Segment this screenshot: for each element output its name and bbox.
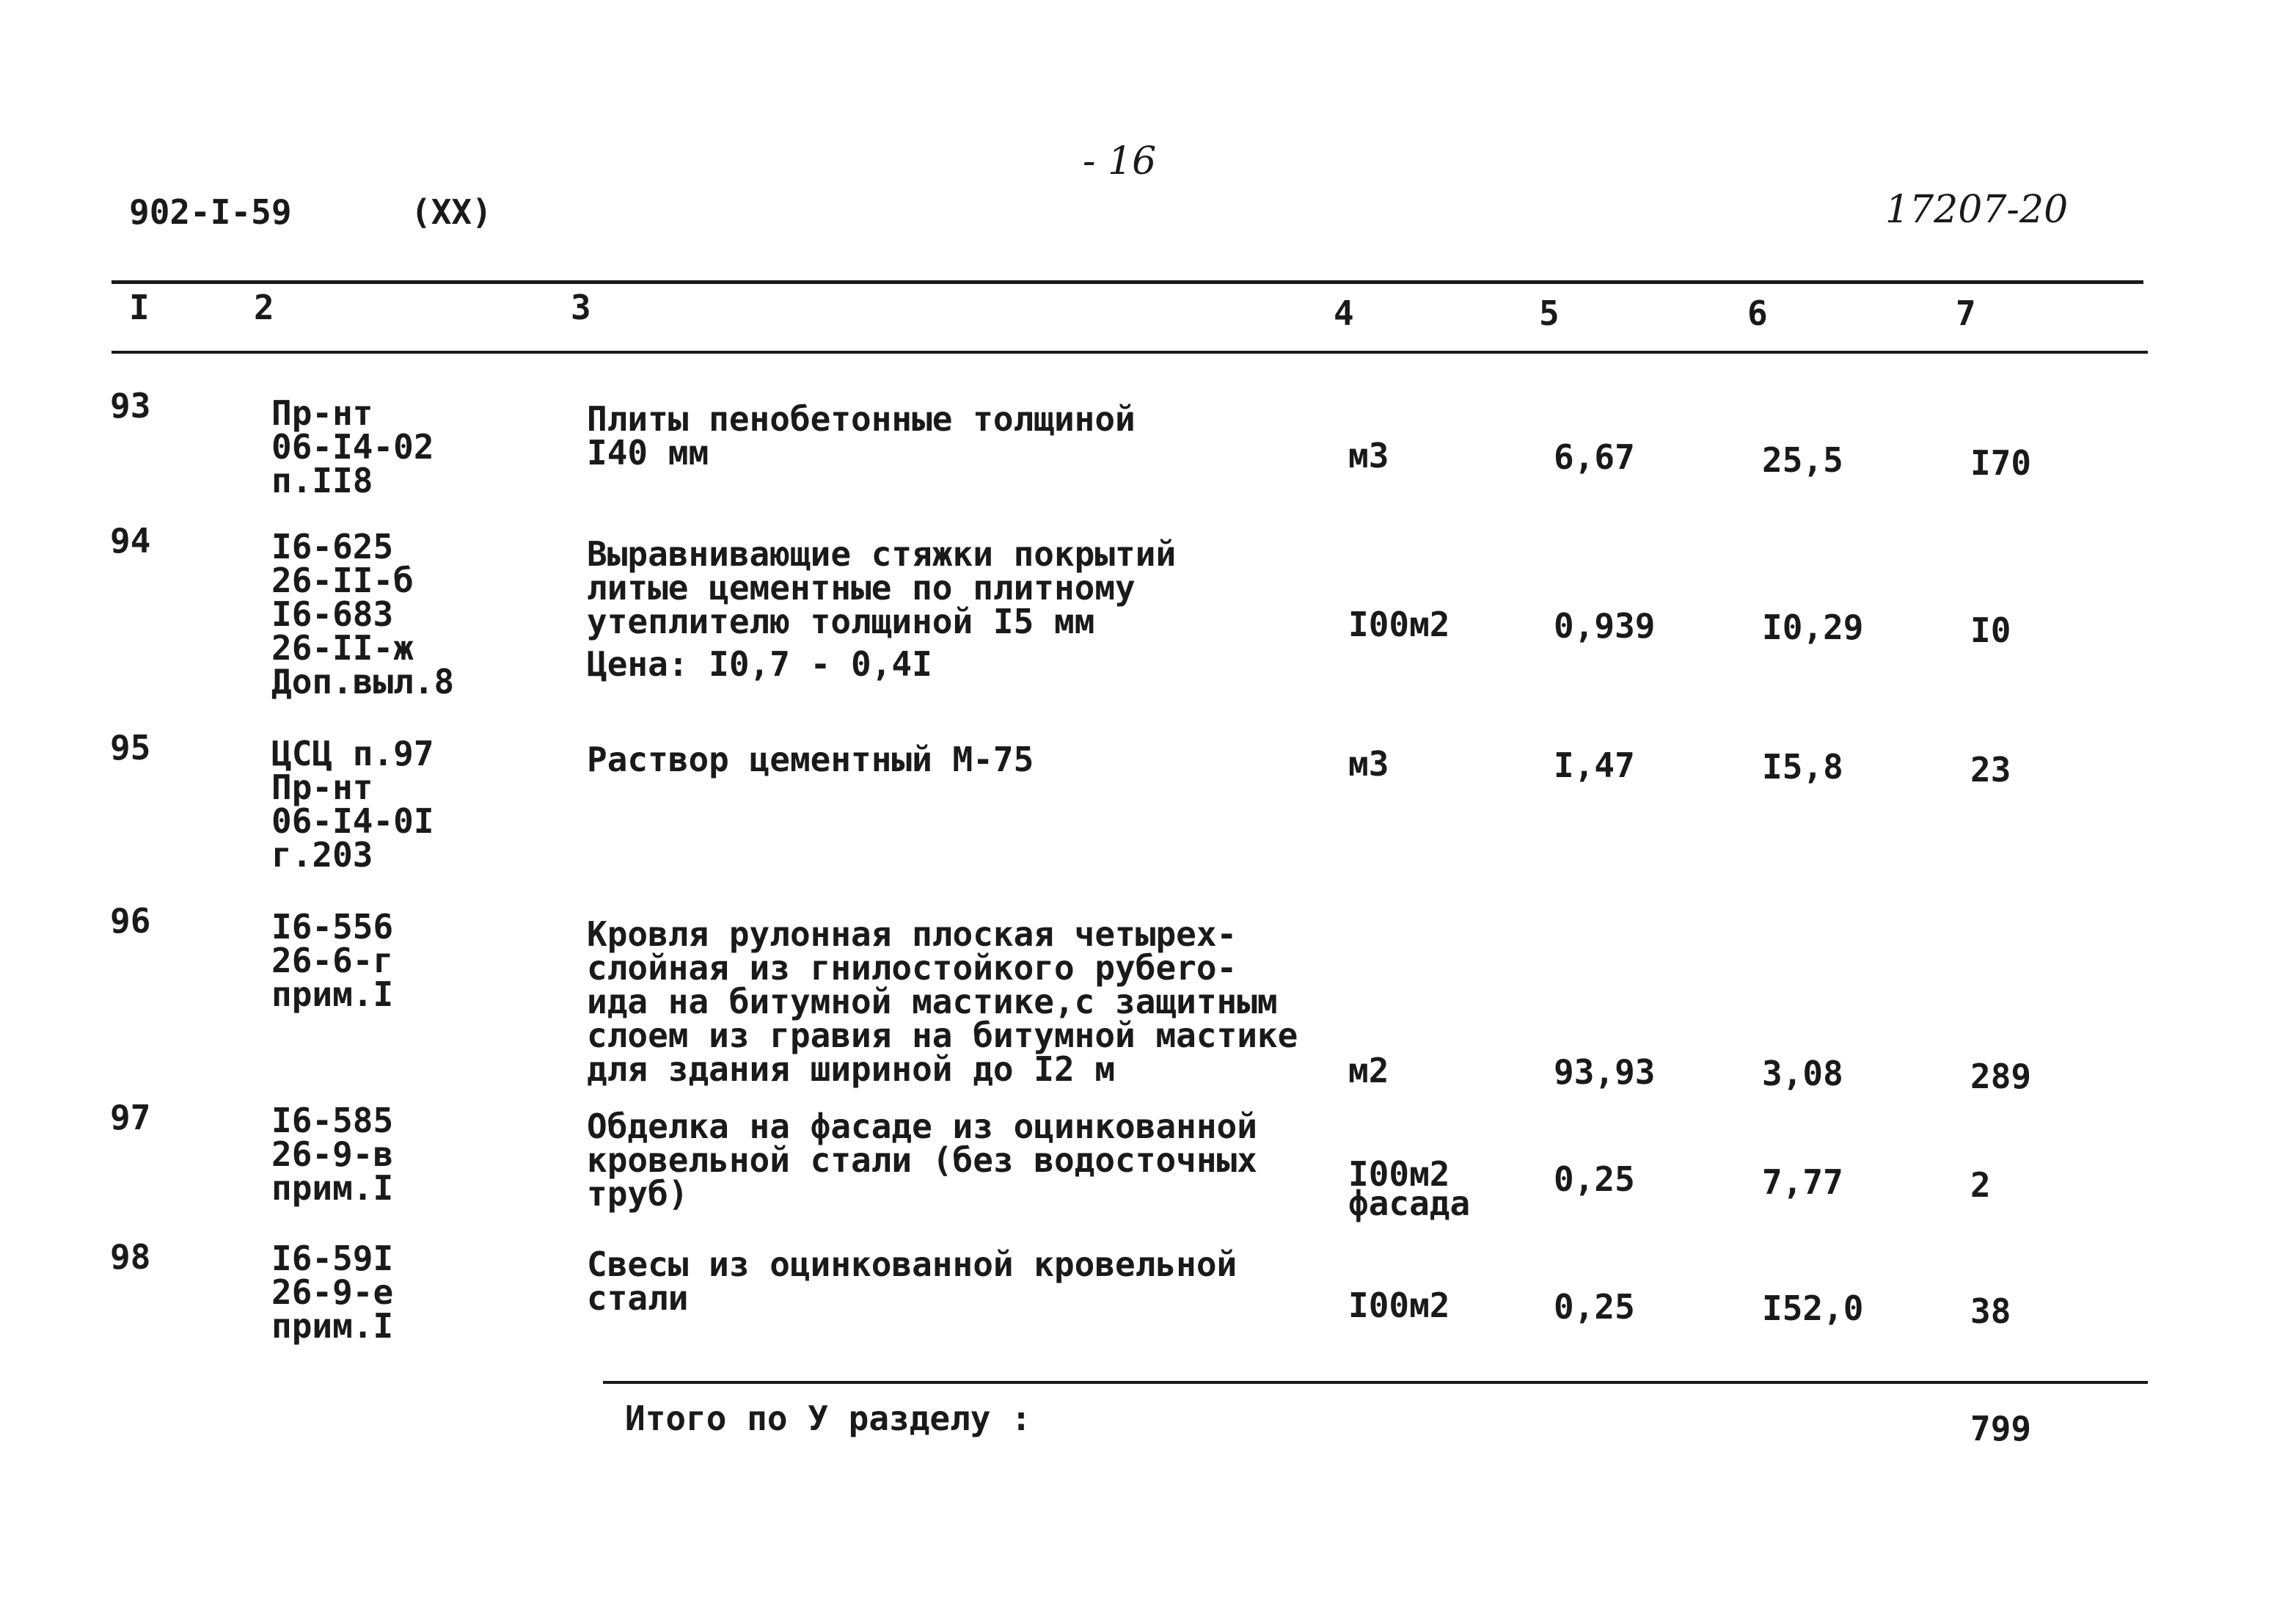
row-94-code [271, 527, 455, 701]
code-line: г.203 [271, 835, 373, 875]
column-header-5: 5 [1539, 294, 1560, 333]
description-line: литые цементные по плитному [587, 568, 1136, 608]
unit-line: I00м2 [1348, 605, 1450, 644]
row-98-unit [1348, 1286, 1450, 1325]
row-97-number: 97 [110, 1098, 151, 1137]
unit-line: I00м2 [1348, 1286, 1450, 1325]
row-96-total: 289 [1970, 1057, 2032, 1096]
row-95-total: 23 [1970, 750, 2011, 790]
section-total-value: 799 [1970, 1409, 2032, 1448]
unit-line: фасада [1348, 1184, 1471, 1223]
row-95-quantity: I,47 [1554, 746, 1635, 785]
description-line: Обделка на фасаде из оцинкованной [587, 1107, 1257, 1146]
row-95-number: 95 [110, 728, 151, 768]
description-line: Плиты пенобетонные толщиной [587, 399, 1136, 439]
code-line: 26-II-ж [271, 628, 414, 668]
doc-code: 902-I-59 [129, 192, 292, 232]
column-header-2: 2 [254, 288, 274, 327]
row-98-total: 38 [1970, 1291, 2011, 1331]
row-96-description [587, 914, 1298, 1089]
row-95-price: I5,8 [1762, 747, 1843, 787]
description-line: Выравнивающие стяжки покрытий [587, 534, 1177, 574]
archive-number: 17207-20 [1885, 188, 2069, 232]
row-94-total: I0 [1970, 610, 2011, 650]
header-bottom-rule [111, 351, 2148, 354]
description-line: Цена: I0,7 - 0,4I [587, 644, 932, 684]
code-line: 06-I4-02 [271, 427, 434, 467]
code-line: 26-II-б [271, 561, 414, 600]
code-line: I6-556 [271, 907, 394, 947]
row-97-total: 2 [1970, 1165, 1991, 1205]
row-97-unit [1348, 1154, 1471, 1223]
code-line: I6-585 [271, 1101, 394, 1140]
row-95-code [271, 734, 434, 875]
row-93-number: 93 [110, 386, 151, 426]
row-94-price: I0,29 [1762, 608, 1864, 647]
unit-line: м3 [1348, 436, 1389, 475]
row-96-unit [1348, 1051, 1389, 1090]
code-line: Пр-нт [271, 768, 373, 807]
column-header-1: I [129, 288, 150, 327]
code-line: прим.I [271, 1306, 394, 1346]
row-94-number: 94 [110, 521, 151, 561]
description-line: слоем из гравия на битумной мастике [587, 1016, 1298, 1055]
code-line: Доп.выл.8 [271, 662, 455, 701]
description-line: кровельной стали (без водосточных [587, 1140, 1257, 1180]
code-line: прим.I [271, 1168, 394, 1208]
row-94-unit [1348, 605, 1450, 644]
row-95-unit [1348, 744, 1389, 784]
row-97-description [587, 1107, 1257, 1214]
row-96-quantity: 93,93 [1554, 1052, 1656, 1092]
row-93-price: 25,5 [1762, 440, 1843, 480]
summary-rule [603, 1381, 2148, 1384]
row-98-quantity: 0,25 [1554, 1287, 1635, 1327]
description-line: Кровля рулонная плоская четырех- [587, 914, 1237, 954]
code-line: п.II8 [271, 461, 373, 500]
code-line: I6-59I [271, 1239, 394, 1278]
row-94-quantity: 0,939 [1554, 606, 1656, 646]
description-line: труб) [587, 1174, 689, 1214]
description-line: I40 мм [587, 433, 709, 473]
row-97-quantity: 0,25 [1554, 1159, 1635, 1199]
column-header-7: 7 [1956, 294, 1976, 333]
row-96-number: 96 [110, 901, 151, 941]
description-line: для здания шириной до I2 м [587, 1049, 1116, 1089]
description-line: стали [587, 1278, 689, 1318]
description-line: утеплителю толщиной I5 мм [587, 602, 1095, 641]
code-line: ЦСЦ п.97 [271, 734, 434, 773]
code-line: прим.I [271, 974, 394, 1014]
row-93-code [271, 393, 434, 500]
code-line: I6-625 [271, 527, 394, 566]
description-line: Раствор цементный М-75 [587, 740, 1034, 779]
row-93-description [587, 399, 1136, 473]
unit-line: I00м2 [1348, 1154, 1450, 1194]
row-94-description [587, 534, 1177, 684]
row-98-description [587, 1244, 1237, 1318]
code-line: 26-9-е [271, 1272, 394, 1312]
column-header-3: 3 [571, 288, 591, 327]
row-93-total: I70 [1970, 443, 2032, 483]
code-line: 26-6-г [271, 941, 394, 980]
row-93-unit [1348, 436, 1389, 475]
doc-mark: (XX) [411, 192, 492, 232]
row-97-code [271, 1101, 394, 1208]
row-97-price: 7,77 [1762, 1162, 1843, 1202]
description-line: ида на битумной мастике,с защитным [587, 982, 1278, 1021]
code-line: I6-683 [271, 594, 394, 634]
code-line: Пр-нт [271, 393, 373, 433]
description-line: Свесы из оцинкованной кровельной [587, 1244, 1237, 1284]
unit-line: м3 [1348, 744, 1389, 784]
description-line: слойная из гнилостойкого рубero- [587, 948, 1237, 988]
code-line: 26-9-в [271, 1134, 394, 1174]
page-number: - 16 [1083, 139, 1157, 183]
code-line: 06-I4-0I [271, 801, 434, 841]
table-top-rule [111, 280, 2143, 284]
row-98-number: 98 [110, 1237, 151, 1277]
row-95-description [587, 740, 1034, 779]
unit-line: м2 [1348, 1051, 1389, 1090]
column-header-4: 4 [1334, 294, 1354, 333]
row-93-quantity: 6,67 [1554, 437, 1635, 477]
section-total-label: Итого по У разделу : [625, 1399, 1031, 1438]
row-96-code [271, 907, 394, 1014]
row-98-price: I52,0 [1762, 1288, 1864, 1328]
column-header-6: 6 [1747, 294, 1768, 333]
row-98-code [271, 1239, 394, 1346]
row-96-price: 3,08 [1762, 1054, 1843, 1093]
